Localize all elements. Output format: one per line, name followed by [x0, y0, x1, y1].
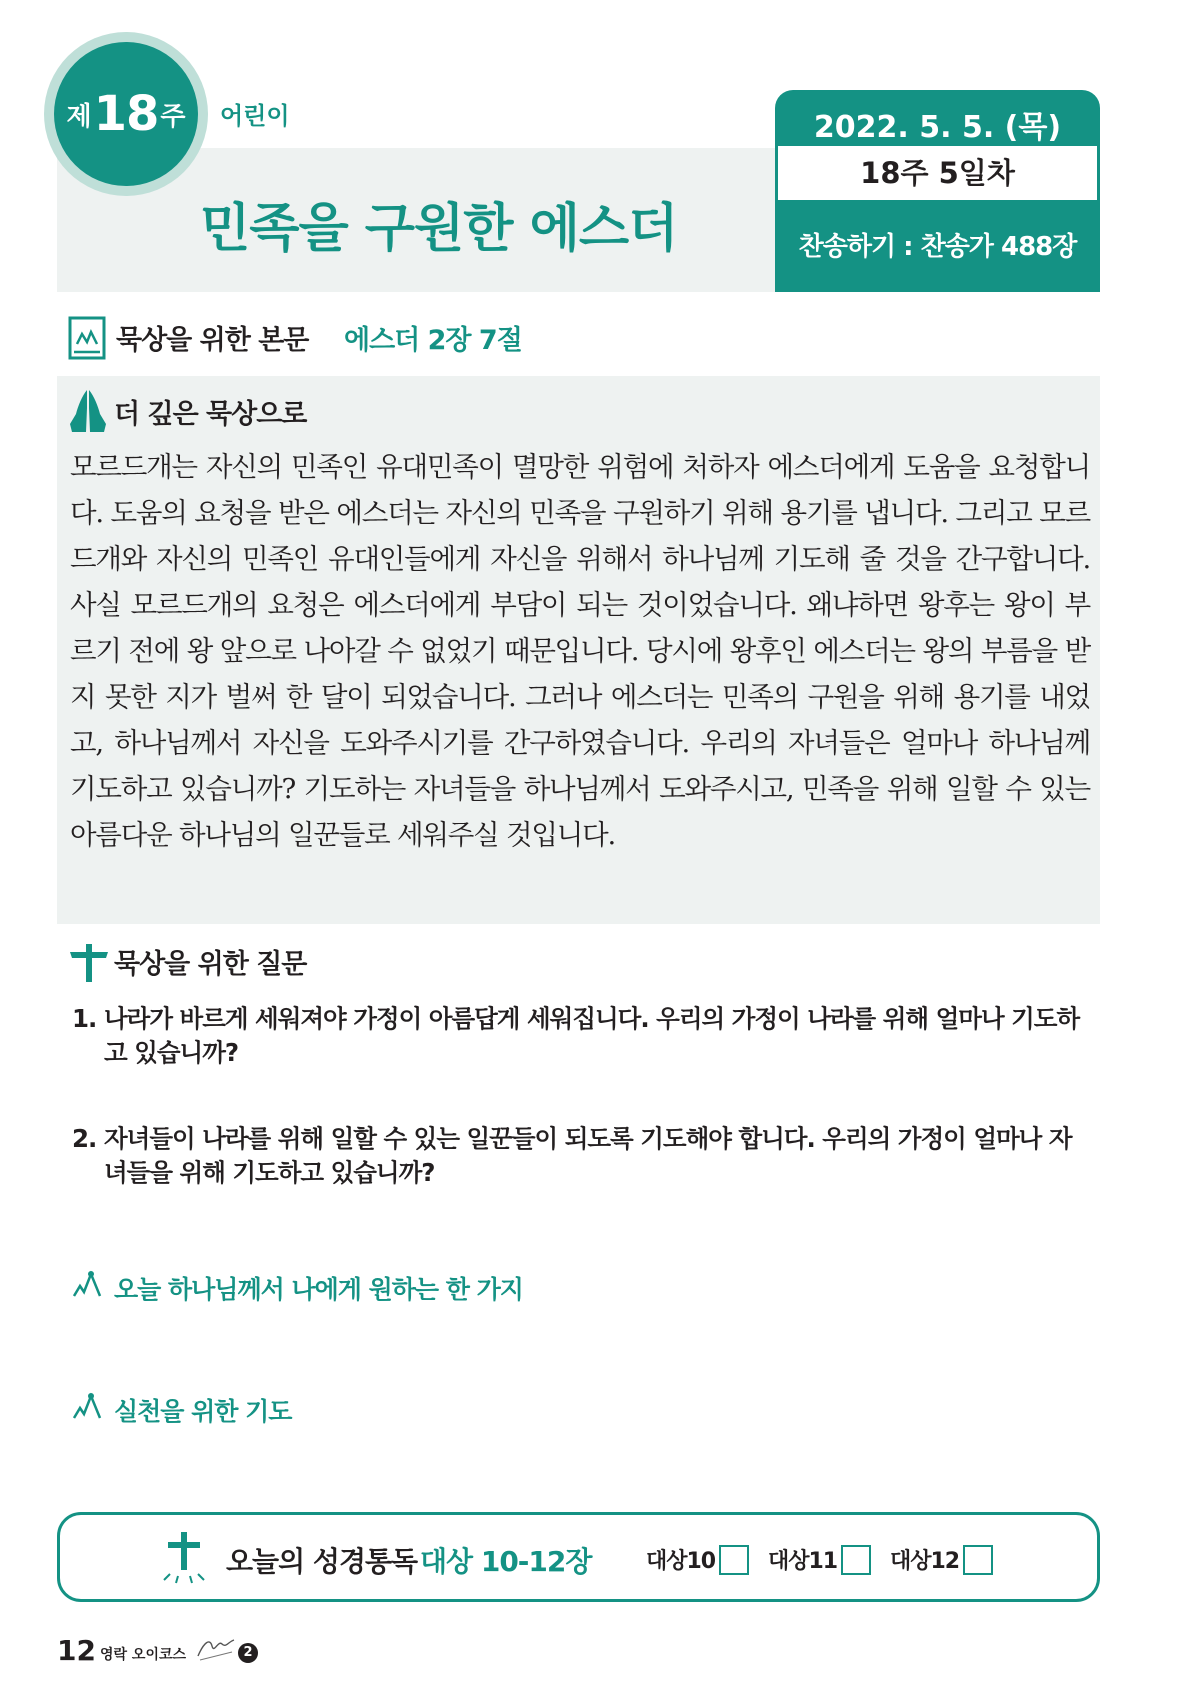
week-number: 18: [93, 86, 159, 142]
bible-reading-label: 오늘의 성경통독: [226, 1545, 418, 1578]
hymn-label: 찬송하기 : 찬송가 488장: [798, 232, 1077, 262]
reading-checkbox[interactable]: [719, 1545, 749, 1575]
reading-check-item[interactable]: [768, 1544, 871, 1575]
footer-book-title: 영락 오이코스: [100, 1647, 187, 1663]
date-text: 2022. 5. 5. (목): [813, 110, 1062, 145]
question-text: 자녀들이 나라를 위해 일할 수 있는 일꾼들이 되도록 기도해야 합니다. 우리의 가정이 얼마나 자녀들을 위해 기도하고 있습니까?: [104, 1124, 1072, 1187]
question-item: [72, 1122, 1092, 1190]
reading-check-item[interactable]: [890, 1544, 993, 1575]
question-text: 나라가 바르게 세워져야 가정이 아름답게 세워집니다. 우리의 가정이 나라를 위해 얼마나 기도하고 있습니까?: [104, 1004, 1080, 1067]
cross-icon: [68, 938, 110, 984]
signature-logo-icon: [196, 1632, 236, 1662]
question-number: 2.: [72, 1124, 97, 1153]
week-suffix: 주: [160, 101, 186, 132]
passage-label: 묵상을 위한 본문: [116, 325, 309, 356]
cross-light-icon: [160, 1530, 208, 1584]
walking-figure-icon: [72, 1270, 106, 1298]
reading-check-item[interactable]: [646, 1544, 749, 1575]
day-label: 18주 5일차: [778, 146, 1097, 200]
meditation-body: 모르드개는 자신의 민족인 유대민족이 멸망한 위험에 처하자 에스더에게 도움을 요청합니다. 도움의 요청을 받은 에스더는 자신의 민족을 구원하기 위해 용기를 냅니다. 그리고 모르드개와 자신의 민족인 유대인들에게 자신을 위해서 하나님께 기도해 줄 것을 간구합니다. 사실 모르드개의 요청은 에스더에게 부담이 되는 것이었습니다. 왜냐하면 왕후는 왕이 부르기 전에 왕 앞으로 나아갈 수 없었기 때문입니다. 당시에 왕후인 에스더는 왕의 부름을 받지 못한 지가 벌써 한 달이 되었습니다. 그러나 에스더는 민족의 구원을 위해 용기를 내었고, 하나님께서 자신을 도와주시기를 간구하였습니다. 우리의 자녀들은 얼마나 하나님께 기도하고 있습니까? 기도하는 자녀들을 하나님께서 도와주시고, 민족을 위해 일할 수 있는 아름다운 하나님의 일꾼들로 세워주실 것입니다.: [70, 451, 1090, 851]
reading-checkbox[interactable]: [963, 1545, 993, 1575]
reading-check-label: 대상11: [768, 1549, 838, 1574]
volume-badge: 2: [238, 1643, 258, 1663]
reading-check-label: 대상12: [890, 1549, 960, 1574]
reading-checkbox[interactable]: [841, 1545, 871, 1575]
book-icon: [68, 316, 106, 360]
reading-check-label: 대상10: [646, 1549, 716, 1574]
walking-figure-icon: [72, 1392, 106, 1420]
page-title: 민족을 구원한 에스더: [200, 199, 678, 259]
question-item: [72, 1002, 1092, 1070]
passage-reference: 에스더 2장 7절: [344, 325, 522, 356]
question-number: 1.: [72, 1004, 97, 1033]
praying-hands-icon: [66, 388, 110, 434]
bible-reading-reference: 대상 10-12장: [420, 1545, 592, 1578]
page-number: 12: [57, 1634, 96, 1667]
week-prefix: 제: [66, 101, 92, 132]
questions-heading: 묵상을 위한 질문: [114, 949, 307, 980]
today-one-thing-label: 오늘 하나님께서 나에게 원하는 한 가지: [114, 1275, 523, 1304]
audience-label: 어린이: [220, 102, 290, 130]
meditation-heading: 더 깊은 묵상으로: [114, 399, 307, 430]
week-badge: [54, 42, 198, 186]
prayer-label: 실천을 위한 기도: [114, 1397, 292, 1426]
